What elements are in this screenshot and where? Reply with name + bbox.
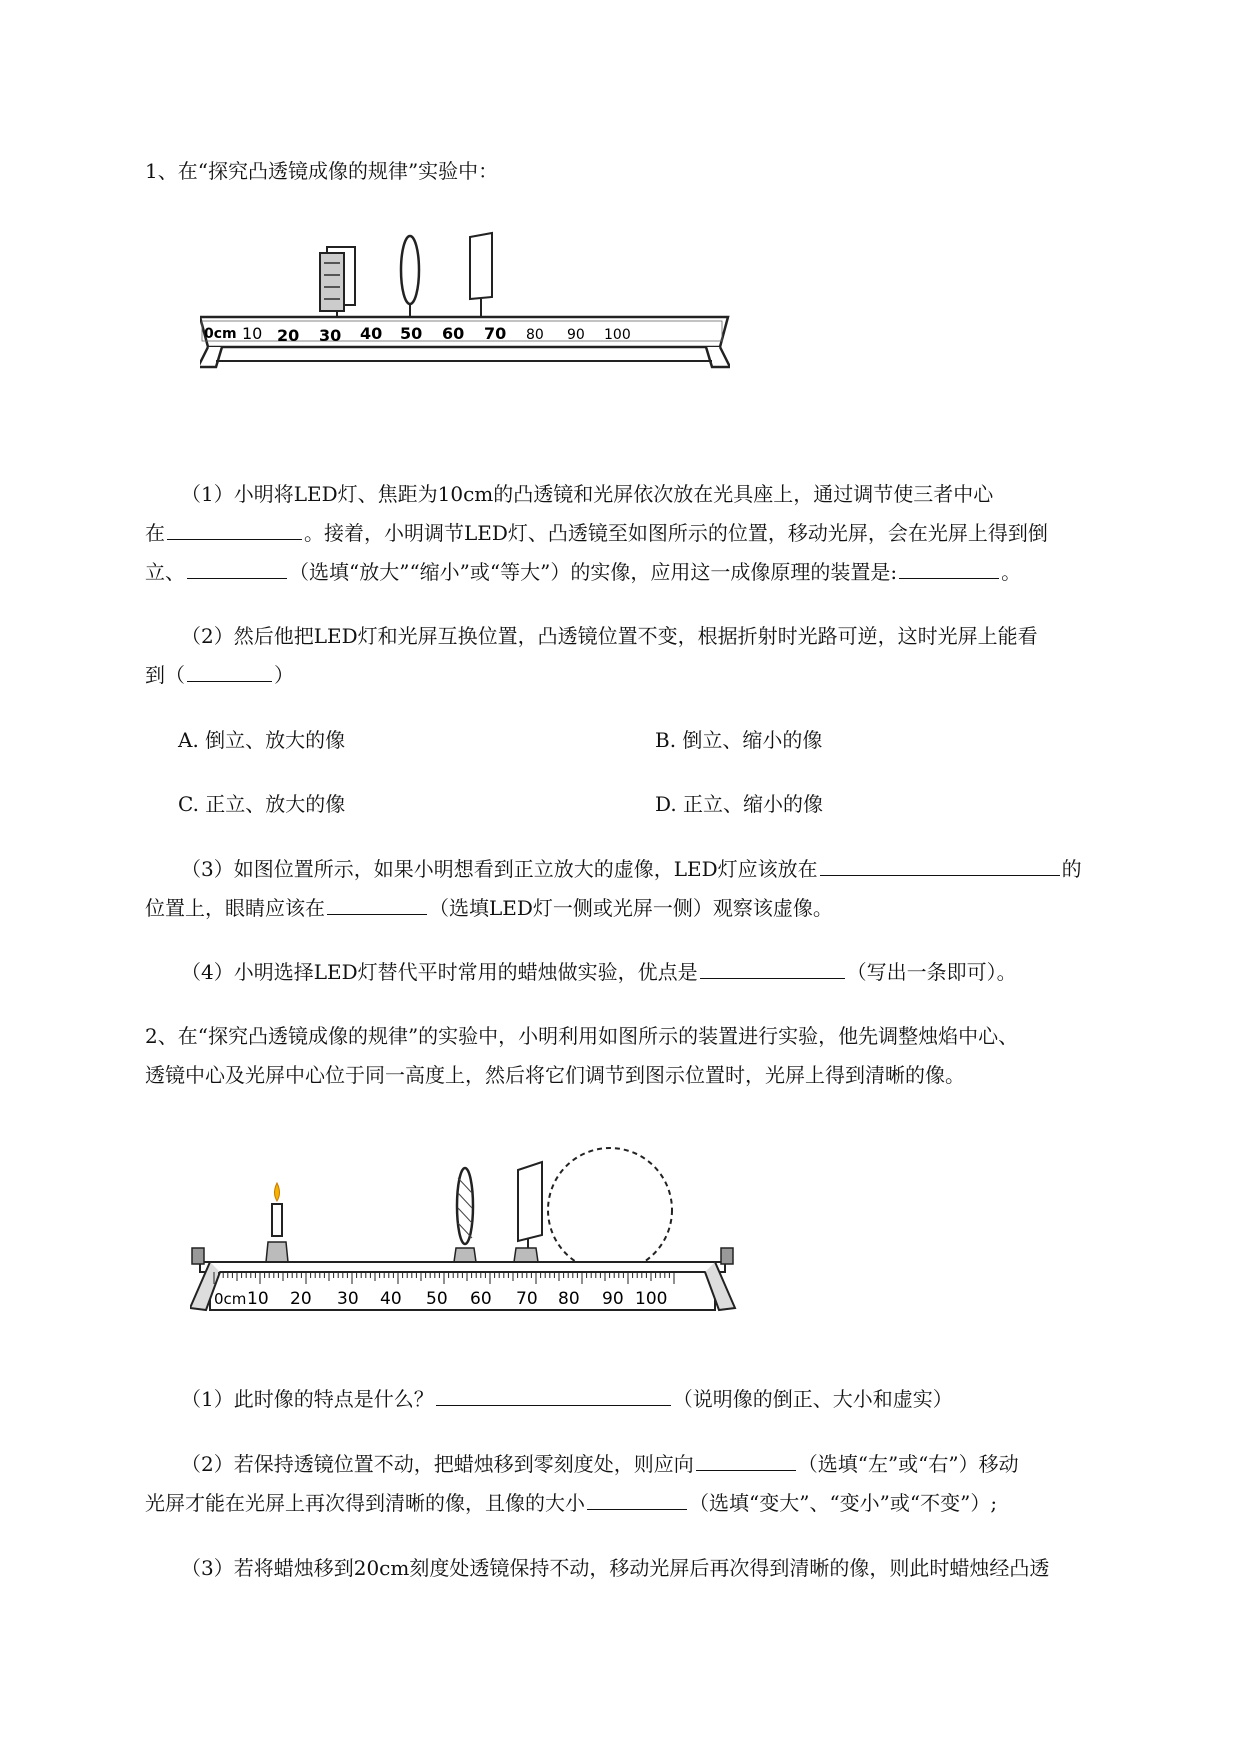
tick-label: 0cm	[214, 1290, 247, 1308]
option-a[interactable]: A. 倒立、放大的像	[178, 728, 346, 752]
answer-blank[interactable]	[327, 894, 427, 915]
tick-label: 20	[290, 1289, 312, 1309]
text: 。接着，小明调节LED灯、凸透镜至如图所示的位置，移动光屏，会在光屏上得到倒	[304, 521, 1048, 545]
text: 的	[1061, 857, 1082, 881]
tick-label: 50	[400, 324, 423, 343]
answer-blank[interactable]	[899, 558, 999, 579]
answer-blank[interactable]	[187, 558, 287, 579]
tick-label: 50	[426, 1289, 448, 1309]
light-screen-icon	[514, 1162, 542, 1262]
q1-part1-line3	[145, 558, 1021, 586]
tick-label: 70	[484, 324, 507, 343]
answer-blank[interactable]	[700, 958, 845, 979]
q1-title: 1、在“探究凸透镜成像的规律”实验中：	[145, 159, 499, 183]
tick-label: 30	[319, 326, 342, 345]
tick-label: 40	[360, 324, 383, 343]
q2-part1	[181, 1385, 953, 1413]
q2-part2-line2	[145, 1489, 997, 1517]
dashed-circle-highlight	[548, 1148, 672, 1272]
text: （选填“变大”、“变小”或“不变”）;	[689, 1491, 998, 1515]
text: ）	[274, 663, 294, 687]
text: 在	[145, 521, 165, 545]
text: （写出一条即可）。	[846, 960, 1017, 984]
text: 立、	[145, 560, 185, 584]
option-c[interactable]: C. 正立、放大的像	[178, 792, 346, 816]
q1-optical-bench-figure	[200, 225, 730, 415]
text: （选填“放大”“缩小”或“等大”）的实像，应用这一成像原理的装置是:	[289, 560, 898, 584]
tick-label: 0cm	[204, 326, 237, 342]
tick-label: 40	[380, 1289, 402, 1309]
text: （说明像的倒正、大小和虚实）	[672, 1387, 953, 1411]
q1-part1-line1: （1）小明将LED灯、焦距为10cm的凸透镜和光屏依次放在光具座上，通过调节使三者中心	[181, 482, 994, 506]
answer-blank[interactable]	[820, 855, 1060, 876]
text: （3）如图位置所示，如果小明想看到正立放大的虚像，LED灯应该放在	[181, 857, 818, 881]
q1-part3-line1	[181, 855, 1082, 883]
text: 到（	[145, 663, 185, 687]
q2-optical-bench-figure	[190, 1138, 740, 1318]
q1-part2-line2	[145, 661, 294, 689]
tick-label: 100	[604, 327, 631, 343]
candle-icon	[266, 1183, 288, 1262]
tick-label: 20	[277, 326, 300, 345]
tick-label: 90	[602, 1289, 624, 1309]
tick-label: 30	[337, 1289, 359, 1309]
answer-blank[interactable]	[587, 1489, 687, 1510]
q2-title-line2: 透镜中心及光屏中心位于同一高度上，然后将它们调节到图示位置时，光屏上得到清晰的像。	[145, 1063, 965, 1087]
tick-label: 60	[470, 1289, 492, 1309]
option-d[interactable]: D. 正立、缩小的像	[655, 792, 824, 816]
tick-label: 90	[567, 327, 585, 343]
tick-label: 10	[247, 1289, 269, 1309]
text: 。	[1001, 560, 1022, 584]
text: 位置上，眼睛应该在	[145, 896, 325, 920]
text: 光屏才能在光屏上再次得到清晰的像，且像的大小	[145, 1491, 585, 1515]
text: （选填LED灯一侧或光屏一侧）观察该虚像。	[429, 896, 833, 920]
answer-blank[interactable]	[696, 1450, 796, 1471]
text: （4）小明选择LED灯替代平时常用的蜡烛做实验，优点是	[181, 960, 698, 984]
convex-lens-icon	[454, 1168, 476, 1262]
text: （2）若保持透镜位置不动，把蜡烛移到零刻度处，则应向	[181, 1452, 694, 1476]
tick-label: 70	[516, 1289, 538, 1309]
tick-label: 10	[242, 324, 263, 343]
q2-title-line1: 2、在“探究凸透镜成像的规律”的实验中，小明利用如图所示的装置进行实验，他先调整烛焰中心、	[145, 1024, 1019, 1048]
q1-part3-line2	[145, 894, 833, 922]
option-b[interactable]: B. 倒立、缩小的像	[655, 728, 823, 752]
answer-blank[interactable]	[167, 519, 302, 540]
text: （1）此时像的特点是什么？	[181, 1387, 434, 1411]
q2-part3-line1: （3）若将蜡烛移到20cm刻度处透镜保持不动，移动光屏后再次得到清晰的像，则此时蜡烛经凸透	[181, 1556, 1050, 1580]
tick-label: 80	[526, 327, 544, 343]
text: （选填“左”或“右”）移动	[797, 1452, 1019, 1476]
tick-label: 60	[442, 324, 465, 343]
q2-part2-line1	[181, 1450, 1019, 1478]
tick-label: 100	[635, 1289, 668, 1309]
q1-part1-line2	[145, 519, 1048, 547]
tick-label: 80	[558, 1289, 580, 1309]
q1-part2-line1: （2）然后他把LED灯和光屏互换位置，凸透镜位置不变，根据折射时光路可逆，这时光屏上能看	[181, 624, 1038, 648]
answer-blank[interactable]	[187, 661, 272, 682]
answer-blank[interactable]	[436, 1385, 671, 1406]
q1-part4	[181, 958, 1017, 986]
